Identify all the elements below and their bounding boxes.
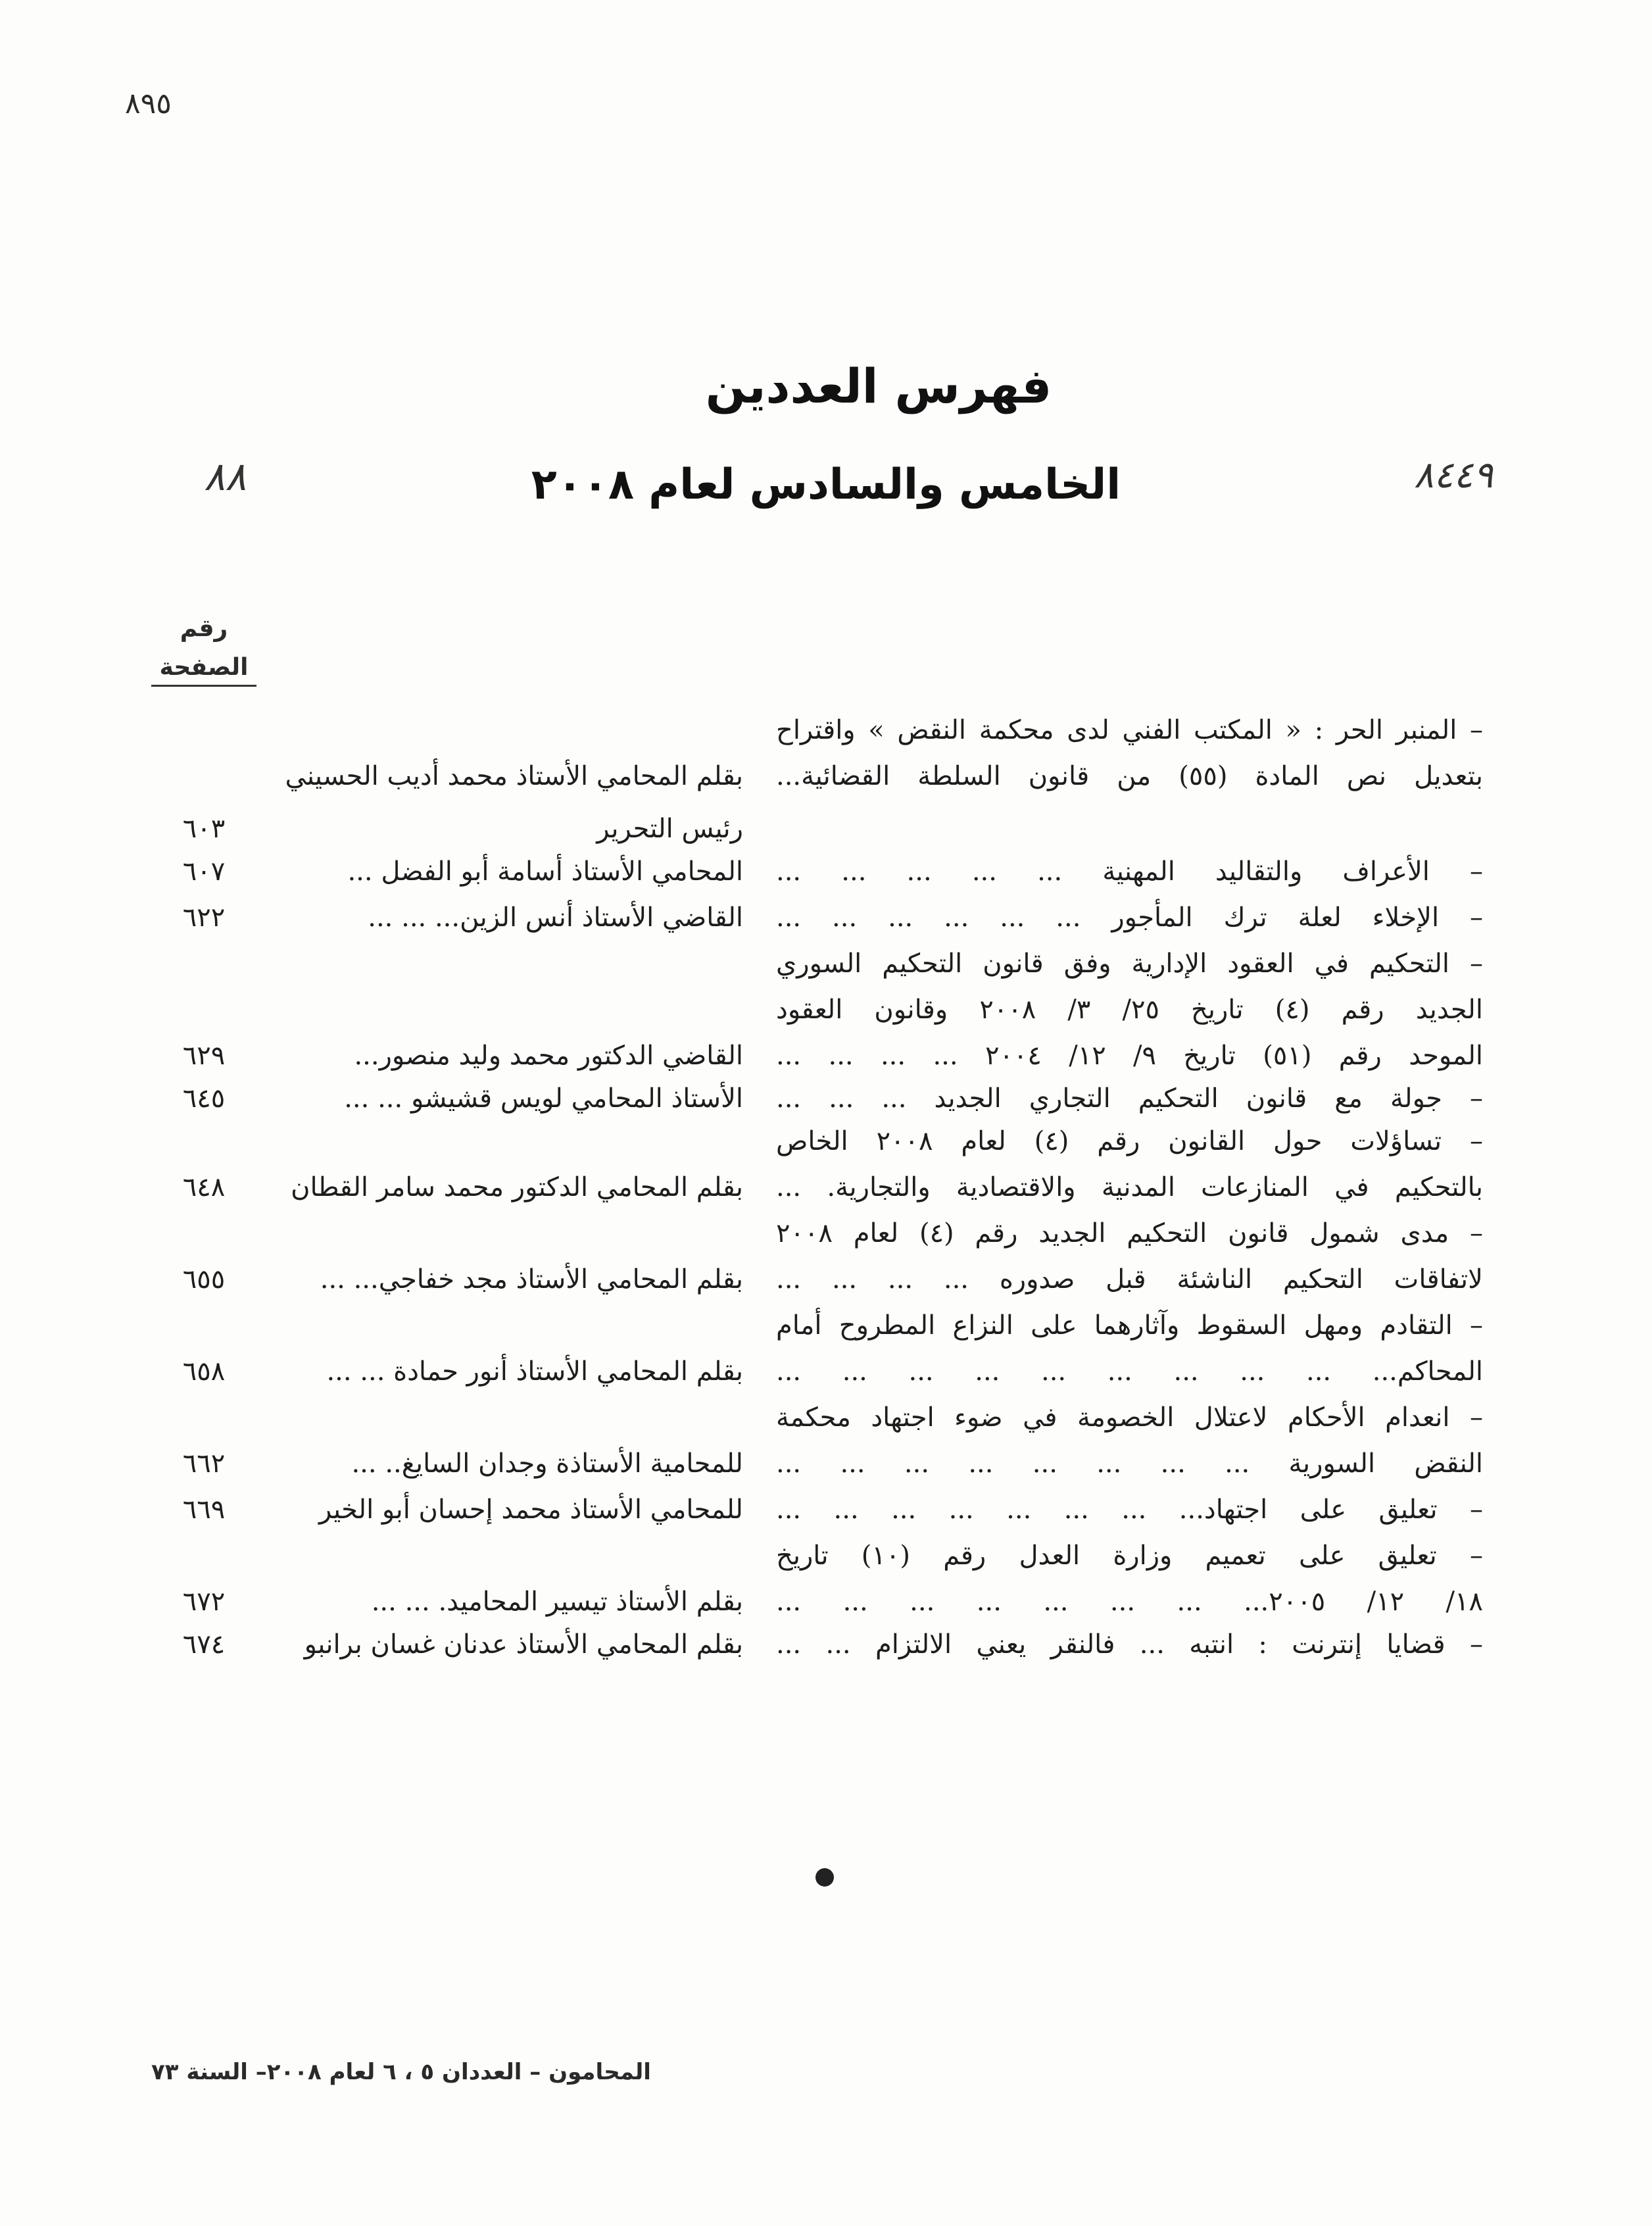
page-column-header-line1: رقم [180, 615, 228, 642]
entry-author: القاضي الأستاذ أنس الزين... ... ... [368, 903, 743, 933]
entry-author: بقلم المحامي الأستاذ أنور حمادة ... ... [326, 1356, 743, 1387]
entry-page: ٦٤٥ [182, 1083, 226, 1114]
entry-title: بتعديل نص المادة (٥٥) من قانون السلطة القضائية... [776, 761, 1483, 791]
entry-page: ٦٥٥ [182, 1264, 226, 1295]
entry-author: للمحامية الأستاذة وجدان السايغ.. ... [351, 1448, 743, 1479]
entry-title: – التحكيم في العقود الإدارية وفق قانون التحكيم السوري [776, 949, 1483, 979]
entry-author: بقلم المحامي الأستاذ عدنان غسان برانبو [304, 1629, 743, 1660]
entry-page: ٦٠٣ [182, 814, 226, 844]
entry-page: ٦٧٤ [182, 1629, 226, 1660]
entry-title: بالتحكيم في المنازعات المدنية والاقتصادية والتجارية. ... [776, 1172, 1483, 1202]
page-column-header-line2: الصفحة [151, 654, 256, 687]
entry-title: – جولة مع قانون التحكيم التجاري الجديد ... ... ... [776, 1083, 1483, 1114]
entry-page: ٦٦٢ [182, 1448, 226, 1479]
entry-title: الجديد رقم (٤) تاريخ ٢٥/ ٣/ ٢٠٠٨ وقانون العقود [776, 995, 1483, 1025]
entry-page: ٦٦٩ [182, 1495, 226, 1525]
entry-title: الموحد رقم (٥١) تاريخ ٩/ ١٢/ ٢٠٠٤ ... ... ... ... [776, 1041, 1484, 1071]
entry-page: ٦٧٢ [182, 1587, 226, 1617]
entry-author: الأستاذ المحامي لويس قشيشو ... ... [344, 1083, 743, 1114]
entry-author: للمحامي الأستاذ محمد إحسان أبو الخير [318, 1495, 743, 1525]
entry-title: – الإخلاء لعلة ترك المأجور ... ... ... ... ... ... [776, 903, 1483, 933]
entry-author: القاضي الدكتور محمد وليد منصور... [354, 1041, 743, 1071]
handwritten-annotation-left: ٨٨ [204, 454, 247, 500]
page-number: ٨٩٥ [125, 87, 172, 120]
entry-title: – المنبر الحر : « المكتب الفني لدى محكمة النقض » واقتراح [776, 715, 1483, 745]
entry-title: – التقادم ومهل السقوط وآثارهما على النزاع المطروح أمام [776, 1310, 1483, 1341]
entry-page: ٦٠٧ [182, 856, 226, 887]
entry-author: رئيس التحرير [596, 814, 743, 844]
entry-title: – الأعراف والتقاليد المهنية ... ... ... ... ... [776, 856, 1483, 887]
entry-title: ١٨/ ١٢/ ٢٠٠٥... ... ... ... ... ... ... ... [776, 1587, 1483, 1617]
entry-title: – تعليق على تعميم وزارة العدل رقم (١٠) تاريخ [776, 1541, 1483, 1571]
entry-title: النقض السورية ... ... ... ... ... ... ... ... [776, 1448, 1483, 1479]
entry-author: بقلم المحامي الدكتور محمد سامر القطان [291, 1172, 743, 1202]
entry-author: بقلم الأستاذ تيسير المحاميد. ... ... [371, 1587, 743, 1617]
entry-title: المحاكم... ... ... ... ... ... ... ... ... ... [776, 1356, 1483, 1387]
entry-page: ٦٢٢ [182, 903, 226, 933]
handwritten-annotation-right: ٨٤٤٩ [1414, 454, 1494, 497]
page-column-header [151, 615, 256, 687]
index-subtitle: الخامس والسادس لعام ٢٠٠٨ [531, 460, 1121, 509]
entry-page: ٦٢٩ [182, 1041, 226, 1071]
entry-page: ٦٤٨ [182, 1172, 226, 1202]
entry-title: – انعدام الأحكام لاعتلال الخصومة في ضوء اجتهاد محكمة [776, 1402, 1483, 1433]
end-bullet [815, 1868, 834, 1887]
entry-title: – تعليق على اجتهاد... ... ... ... ... ... ... ... [776, 1495, 1483, 1525]
index-title: فهرس العددين [705, 359, 1052, 414]
entry-page: ٦٥٨ [182, 1356, 226, 1387]
entry-title: لاتفاقات التحكيم الناشئة قبل صدوره ... ... ... ... [776, 1264, 1483, 1295]
entry-title: – مدى شمول قانون التحكيم الجديد رقم (٤) لعام ٢٠٠٨ [776, 1218, 1483, 1249]
entry-title: – قضايا إنترنت : انتبه ... فالنقر يعني الالتزام ... ... [776, 1629, 1483, 1660]
page-footer: المحامون – العددان ٥ ، ٦ لعام ٢٠٠٨– السنة ٧٣ [151, 2059, 651, 2085]
entry-author: بقلم المحامي الأستاذ محمد أديب الحسيني [285, 761, 743, 791]
entry-author: بقلم المحامي الأستاذ مجد خفاجي... ... [320, 1264, 743, 1295]
entry-title: – تساؤلات حول القانون رقم (٤) لعام ٢٠٠٨ الخاص [776, 1126, 1484, 1156]
entry-author: المحامي الأستاذ أسامة أبو الفضل ... [347, 856, 743, 887]
